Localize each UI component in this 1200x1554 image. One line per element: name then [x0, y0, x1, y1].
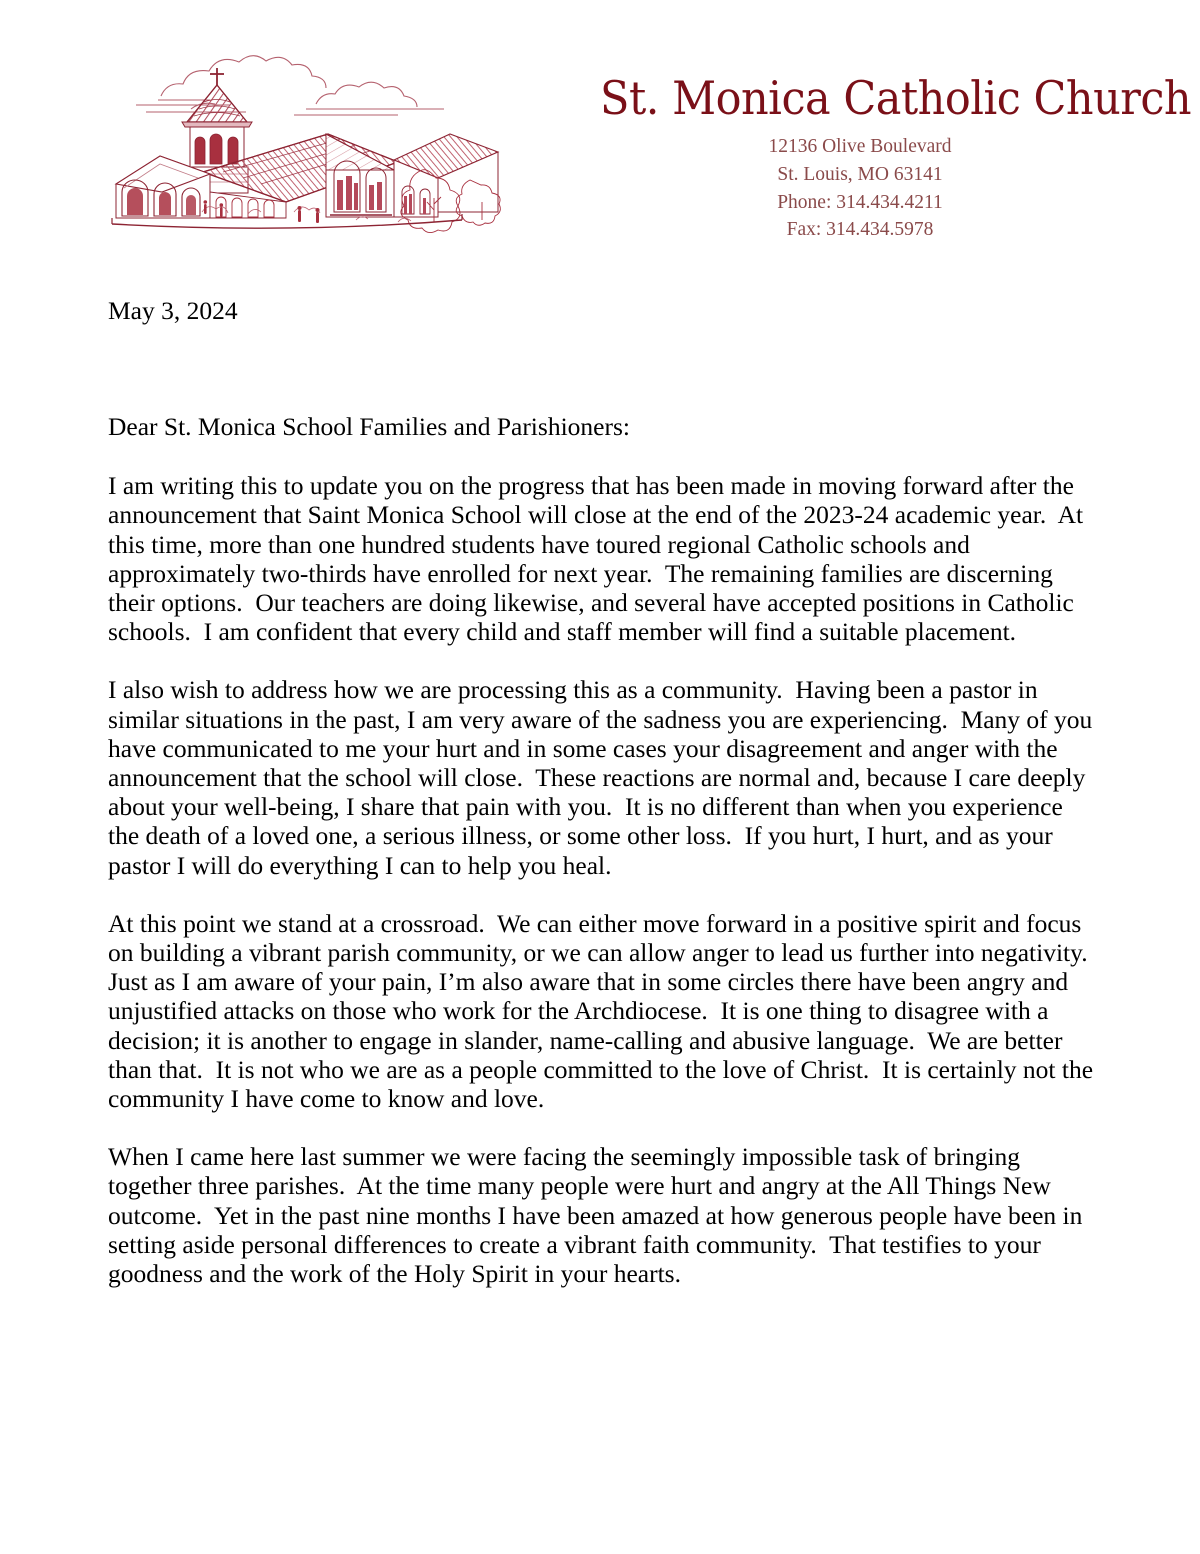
address-city-state-zip: St. Louis, MO 63141	[777, 163, 943, 185]
letterhead	[0, 0, 1200, 260]
masthead	[600, 72, 1192, 244]
church-illustration-svg	[98, 52, 518, 250]
horizon-lines	[136, 100, 444, 115]
cross-icon	[210, 68, 224, 85]
letter-salutation: Dear St. Monica School Families and Parishioners:	[108, 412, 630, 442]
address-phone: Phone: 314.434.4211	[777, 191, 943, 213]
church-name: St. Monica Catholic Church	[600, 72, 1192, 126]
church-building-illustration	[98, 52, 518, 250]
cloud-shapes	[161, 56, 417, 109]
letter-date: May 3, 2024	[108, 296, 238, 325]
address-street: 12136 Olive Boulevard	[768, 136, 952, 158]
letter-paragraph: At this point we stand at a crossroad. We can either move forward in a positive spirit and focus on building a vibrant parish community, or we can allow anger to lead us further into negativity. Just as I am aware of your pain, I’m also aware that in some circles there have been angry and unjustified attacks on those who work for the Archdiocese. It is one thing to disagree with a decision; it is another to engage in slander, name-calling and abusive language. We are better than that. It is not who we are as a people committed to the love of Christ. It is certainly not the community I have come to know and love.	[108, 908, 1101, 1114]
letter-paragraph: I am writing this to update you on the progress that has been made in moving forward after the announcement that Saint Monica School will close at the end of the 2023-24 academic year. At this time, more than one hundred students have toured regional Catholic schools and approximately two-thirds have enrolled for next year. The remaining families are discerning their options. Our teachers are doing likewise, and several have accepted positions in Catholic schools. I am confident that every child and staff member will find a suitable placement.	[108, 471, 1090, 647]
address-block	[600, 133, 1120, 244]
letter-paragraph: When I came here last summer we were facing the seemingly impossible task of bringing together three parishes. At the time many people were hurt and angry at the All Things New outcome. Yet in the past nine months I have been amazed at how generous people have been in setting aside personal differences to create a vibrant faith community. That testifies to your goodness and the work of the Holy Spirit in your hearts.	[108, 1142, 1089, 1289]
letter-body	[108, 296, 1101, 1289]
address-fax: Fax: 314.434.5978	[786, 219, 934, 241]
letter-paragraph: I also wish to address how we are processing this as a community. Having been a pastor in similar situations in the past, I am very aware of the sadness you are experiencing. Many of you have communicated to me your hurt and in some cases your disagreement and anger with the announcement that the school will close. These reactions are normal and, because I care deeply about your well-being, I share that pain with you. It is no different than when you experience the death of a loved one, a serious illness, or some other loss. If you hurt, I hurt, and as your pastor I will do everything I can to help you heal.	[108, 675, 1099, 880]
